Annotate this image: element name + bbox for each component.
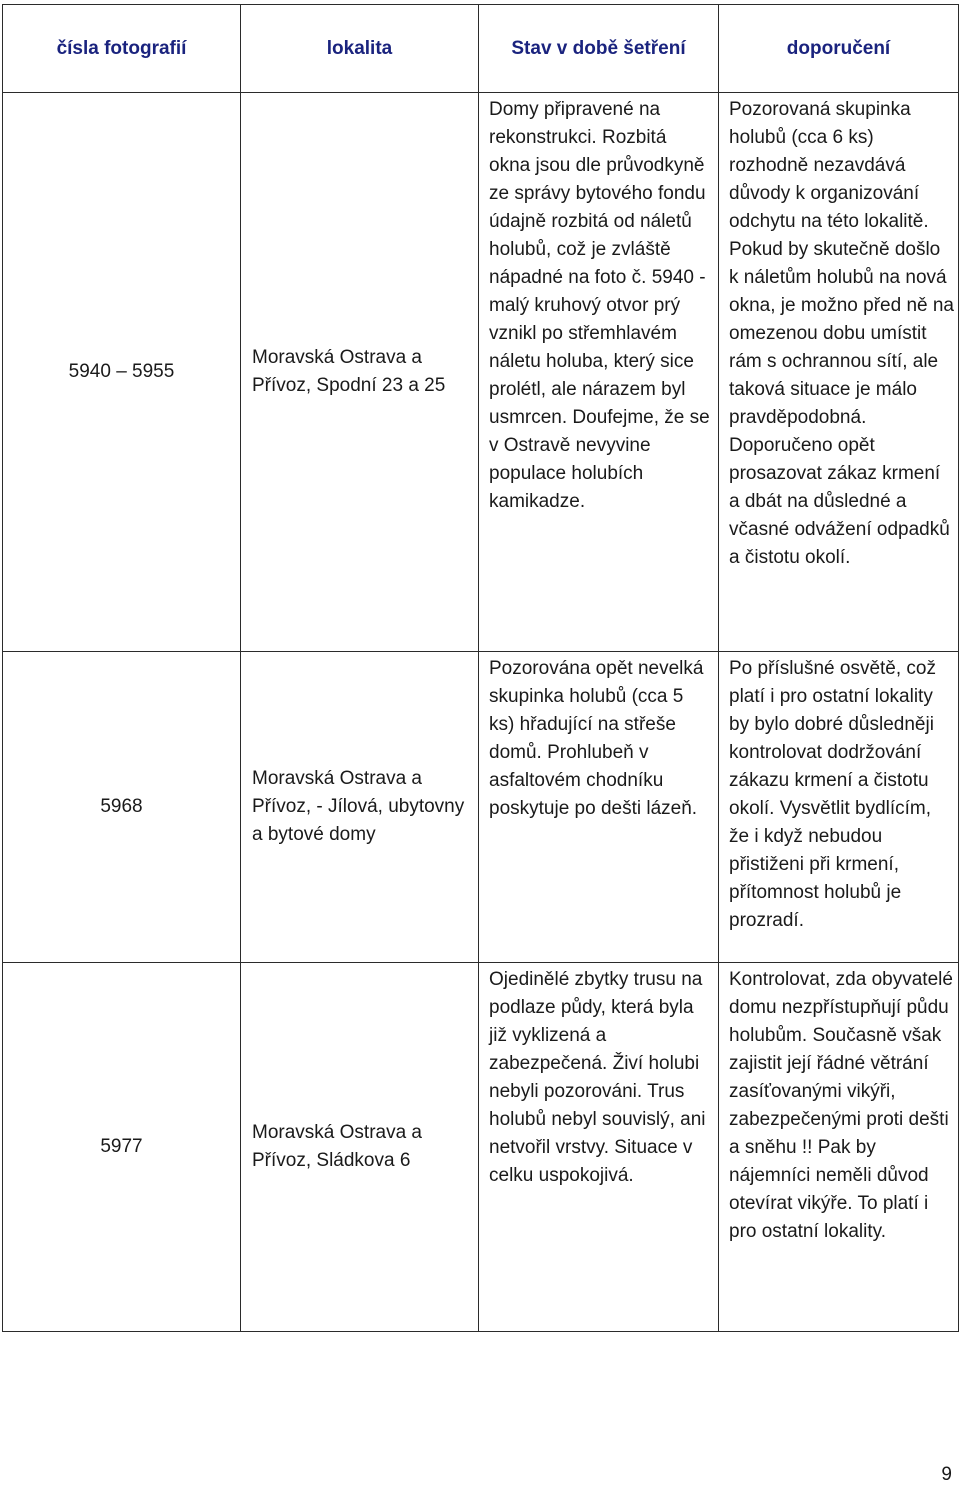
header-photo-numbers: čísla fotografií [3, 5, 241, 93]
location-cell: Moravská Ostrava a Přívoz, - Jílová, ubytovny a bytové domy [241, 652, 479, 963]
state-cell: Domy připravené na rekonstrukci. Rozbitá okna jsou dle průvodkyně ze správy bytového fondu údajně rozbitá od náletů holubů, což je zvláště nápadné na foto č. 5940 - malý kruhový otvor prý vznikl po střemhlavém náletu holuba, který sice prolétl, ale nárazem byl usmrcen. Doufejme, že se v Ostravě nevyvine populace holubích kamikadze. [479, 93, 719, 652]
recommendation-cell: Po příslušné osvětě, což platí i pro ostatní lokality by bylo dobré důsledněji kontrolovat dodržování zákazu krmení a čistotu okolí. Vysvětlit bydlícím, že i když nebudou přistiženi při krmení, přítomnost holubů je prozradí. [719, 652, 959, 963]
photo-numbers-cell: 5977 [3, 963, 241, 1332]
header-recommendation: doporučení [719, 5, 959, 93]
photo-numbers-cell: 5940 – 5955 [3, 93, 241, 652]
table-row [3, 652, 959, 963]
state-cell: Ojedinělé zbytky trusu na podlaze půdy, která byla již vyklizená a zabezpečená. Živí holubi nebyli pozorováni. Trus holubů nebyl souvislý, ani netvořil vrstvy. Situace v celku uspokojivá. [479, 963, 719, 1332]
location-cell: Moravská Ostrava a Přívoz, Sládkova 6 [241, 963, 479, 1332]
recommendation-cell: Kontrolovat, zda obyvatelé domu nezpřístupňují půdu holubům. Současně však zajistit její řádné větrání zasíťovanými vikýři, zabezpečenými proti dešti a sněhu !! Pak by nájemníci neměli důvod otevírat vikýře. To platí i pro ostatní lokality. [719, 963, 959, 1332]
header-state: Stav v době šetření [479, 5, 719, 93]
table-row [3, 93, 959, 652]
page-number: 9 [941, 1464, 952, 1485]
header-location: lokalita [241, 5, 479, 93]
pigeon-survey-table [2, 4, 959, 1332]
table-header-row [3, 5, 959, 93]
location-cell: Moravská Ostrava a Přívoz, Spodní 23 a 25 [241, 93, 479, 652]
table-row [3, 963, 959, 1332]
photo-numbers-cell: 5968 [3, 652, 241, 963]
state-cell: Pozorována opět nevelká skupinka holubů (cca 5 ks) hřadující na střeše domů. Prohlubeň v asfaltovém chodníku poskytuje po dešti lázeň. [479, 652, 719, 963]
recommendation-cell: Pozorovaná skupinka holubů (cca 6 ks) rozhodně nezavdává důvody k organizování odchytu na této lokalitě. Pokud by skutečně došlo k náletům holubů na nová okna, je možno před ně na omezenou dobu umístit rám s ochrannou sítí, ale taková situace je málo pravděpodobná. Doporučeno opět prosazovat zákaz krmení a dbát na důsledné a včasné odvážení odpadků a čistotu okolí. [719, 93, 959, 652]
